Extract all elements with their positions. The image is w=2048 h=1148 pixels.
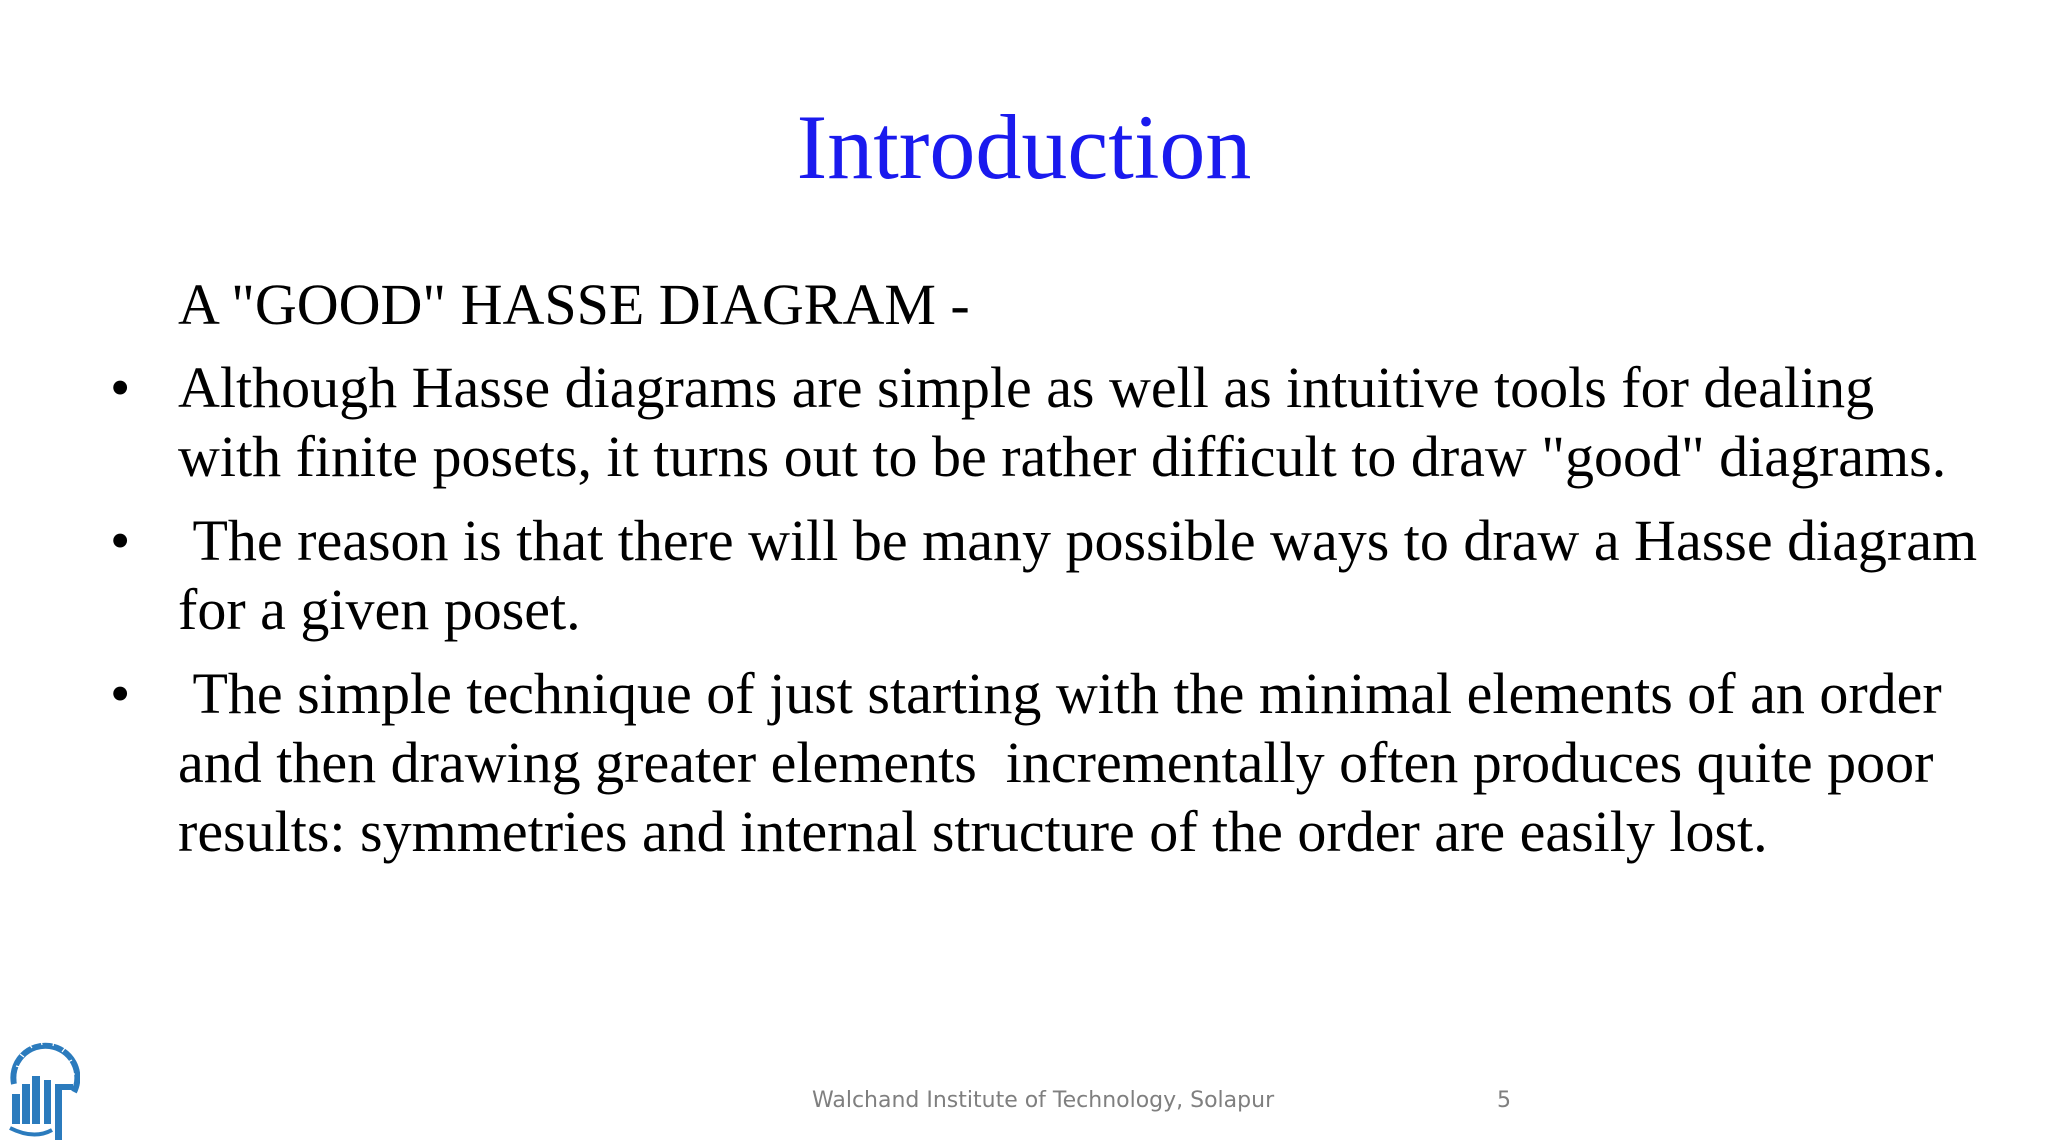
bullet-marker-icon: • <box>110 508 131 573</box>
bullet-list <box>110 353 1990 866</box>
slide-title: Introduction <box>796 96 1252 198</box>
slide-subheading: A "GOOD" HASSE DIAGRAM - <box>178 272 970 337</box>
college-logo-icon <box>4 1022 80 1142</box>
page-number: 5 <box>1497 1088 1511 1113</box>
bullet-item <box>110 353 1990 491</box>
bullet-text: The simple technique of just starting with the minimal elements of an order and then drawing greater elements incrementally often produces quite poor results: symmetries and internal structure of the order are easily lost. <box>178 661 1957 864</box>
slide-body <box>110 270 1990 881</box>
bullet-text: The reason is that there will be many possible ways to draw a Hasse diagram for a given poset. <box>178 508 1992 642</box>
bullet-item <box>110 506 1990 644</box>
bullet-text: Although Hasse diagrams are simple as well as intuitive tools for dealing with finite posets, it turns out to be rather difficult to draw "good" diagrams. <box>178 355 1947 489</box>
bullet-item <box>110 659 1990 866</box>
footer-institute: Walchand Institute of Technology, Solapur <box>812 1088 1275 1113</box>
bullet-marker-icon: • <box>110 355 131 420</box>
bullet-marker-icon: • <box>110 661 131 726</box>
